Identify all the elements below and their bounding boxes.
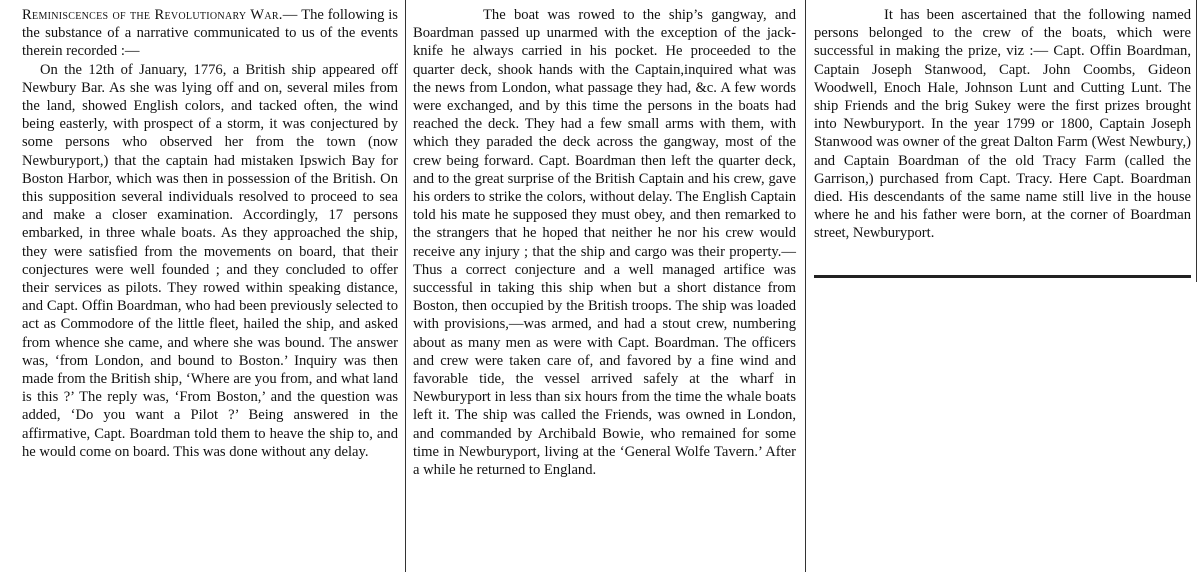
article-paragraph-2: The boat was rowed to the ship’s gangway, and Boardman passed up unarmed with the exception of the jack-knife he always carried in his pocket. He proceeded to the quarter deck, shook hands with the Captain,inquired what was the news from London, what passage they had, &c. A few words were exchanged, and by this time the persons in the boats had reached the deck. They had a few small arms with them, with which they paraded the deck across the gangway, most of the crew being forward. Capt. Boardman then left the quarter deck, and to the great surprise of the British Captain and his crew, gave his orders to strike the colors, without delay. The English Captain told his mate he supposed they must obey, and then remarked to the strangers that he hoped that neither he nor his crew would receive any injury ; that the ship and cargo was their property.— Thus a correct conjecture and a well managed artifice was successful in taking this ship when but a short distance from Boston, then occupied by the British troops. The ship was loaded with provisions,—was armed, and had a stout crew, numbering about as many men as were with Capt. Boardman. The officers and crew were taken care of, and favored by a fine wind and favorable tide, the vessel arrived safely at the wharf in Newburyport in less than six hours from the time the whale boats left it. The ship was called the Friends, was owned in London, and commanded by Archibald Bowie, who remained for some time in Newburyport, living at the ‘General Wolfe Tavern.’ After a while he returned to England. <box>413 7 796 479</box>
article-paragraph-1: On the 12th of January, 1776, a British ship appeared off Newbury Bar. As she was lying off and on, several miles from the land, showed English colors, and tacked often, the wind being easterly, with prospect of a storm, it was conjectured by some persons who observed her from the town (now Newburyport,) that the captain had mistaken Ipswich Bay for Boston Harbor, which was then in possession of the British. On this supposition several individuals resolved to proceed to sea and make a closer examination. Accordingly, 17 persons embarked, in three whale boats. As they approached the ship, they were satisfied from the movements on board, that their conjectures were well founded ; and they concluded to offer their services as pilots. They rowed within speaking distance, and Capt. Offin Boardman, who had been previously selected to act as Commodore of the little fleet, hailed the ship, and asked from whence she came, and where she was bound. The answer was, ‘from London, and bound to Boston.’ Inquiry was then made from the British ship, ‘Where are you from, and what land is this ?’ The reply was, ‘From Boston,’ and the question was added, ‘Do you want a Pilot ?’ Being answered in the affirmative, Capt. Boardman told them to heave the ship to, and he would come on board. This was done without any delay. <box>22 61 398 460</box>
column-3 <box>814 6 1191 243</box>
column-divider <box>805 0 806 572</box>
column-1 <box>22 6 398 461</box>
article-paragraph-3: It has been ascertained that the following named persons belonged to the crew of the boats, which were successful in making the prize, viz :— Capt. Offin Boardman, Captain Joseph Stanwood, Capt. John Coombs, Gideon Woodwell, Enoch Hale, Johnson Lunt and Cutting Lunt. The ship Friends and the brig Sukey were the first prizes brought into Newburyport. In the year 1799 or 1800, Captain Joseph Stanwood was owner of the great Dalton Farm (West Newbury,) and Captain Boardman of the old Tracy Farm (called the Garrison,) purchased from Capt. Tracy. Here Capt. Boardman died. His descendants of the same name still live in the house where he and his father were born, at the corner of Boardman street, Newburyport. <box>814 7 1191 242</box>
column-divider <box>405 0 406 572</box>
column-divider <box>1196 0 1197 282</box>
column-2 <box>413 6 796 479</box>
article-end-rule <box>814 275 1191 278</box>
article-title: Reminiscences of the Revolutionary War.— <box>22 7 298 23</box>
article-intro: The following is the substance of a narrative communicated to us of the events therein recorded :— <box>22 7 398 60</box>
